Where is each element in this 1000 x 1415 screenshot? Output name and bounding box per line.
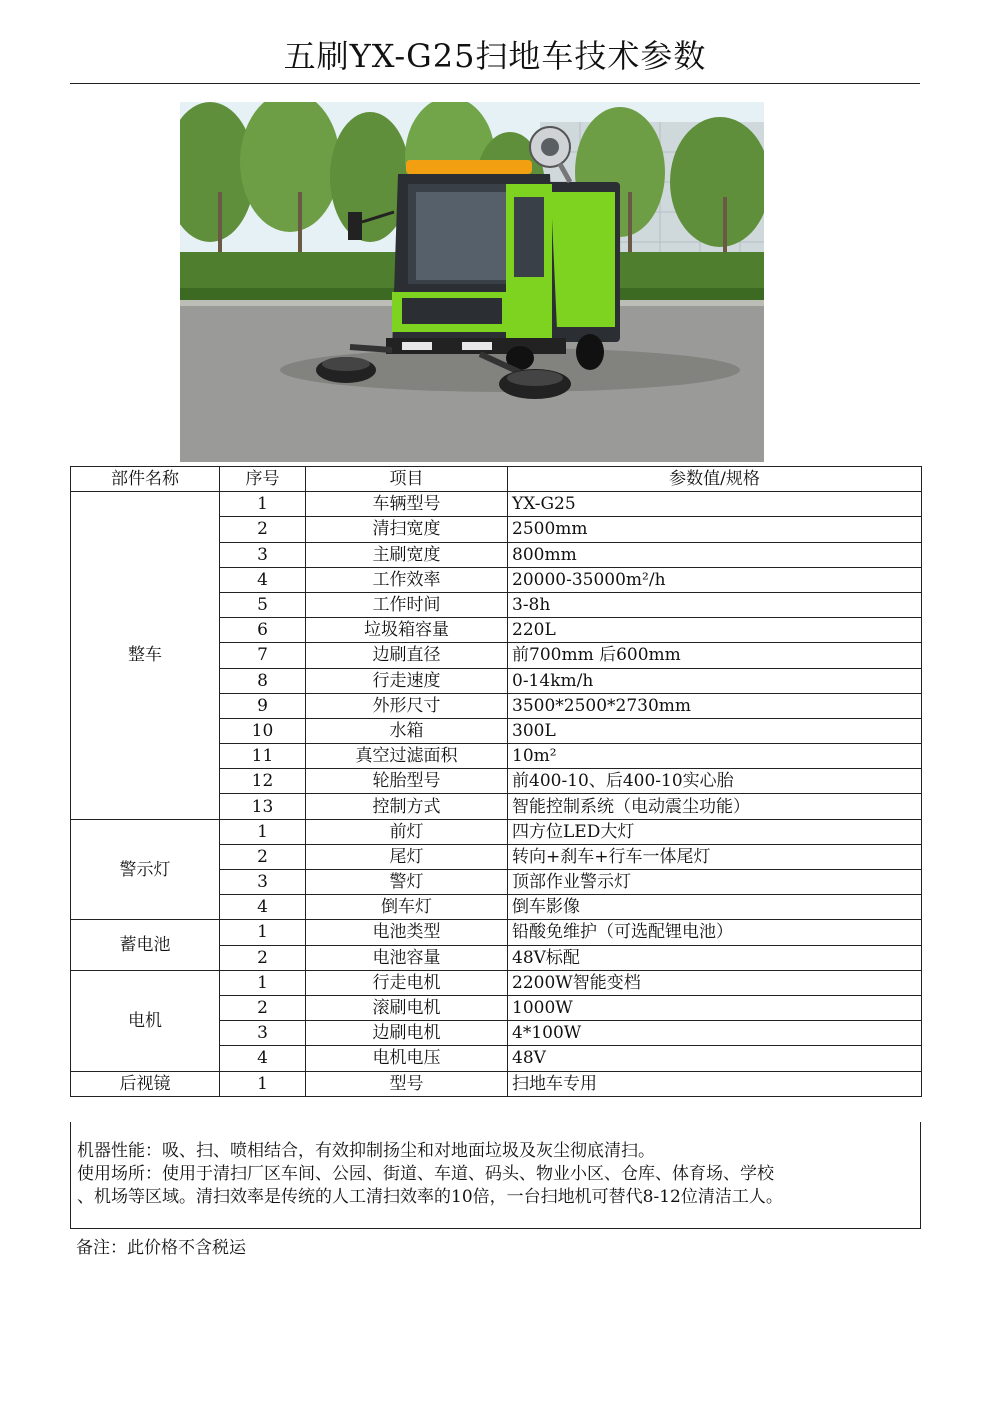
header-item: 项目 <box>306 467 508 492</box>
row-value: 4*100W <box>508 1021 922 1046</box>
row-value: 48V标配 <box>508 945 922 970</box>
row-index: 1 <box>220 1071 306 1096</box>
remark-text: 备注：此价格不含税运 <box>76 1238 246 1258</box>
row-value: 倒车影像 <box>508 895 922 920</box>
row-value: 3500*2500*2730mm <box>508 693 922 718</box>
row-value: 300L <box>508 718 922 743</box>
page-title: 五刷YX-G25扫地车技术参数 <box>283 37 707 75</box>
row-item: 行走电机 <box>306 970 508 995</box>
row-item: 行走速度 <box>306 668 508 693</box>
row-index: 4 <box>220 1046 306 1071</box>
row-index: 12 <box>220 769 306 794</box>
row-index: 13 <box>220 794 306 819</box>
row-index: 1 <box>220 920 306 945</box>
row-value: 220L <box>508 618 922 643</box>
row-value: 扫地车专用 <box>508 1071 922 1096</box>
row-item: 倒车灯 <box>306 895 508 920</box>
row-item: 警灯 <box>306 870 508 895</box>
row-value: 2200W智能变档 <box>508 970 922 995</box>
row-index: 3 <box>220 542 306 567</box>
row-index: 2 <box>220 945 306 970</box>
title-divider <box>70 83 920 84</box>
row-index: 3 <box>220 870 306 895</box>
row-index: 4 <box>220 895 306 920</box>
row-index: 3 <box>220 1021 306 1046</box>
table-row <box>71 819 922 844</box>
row-item: 电池类型 <box>306 920 508 945</box>
table-row <box>71 1071 922 1096</box>
row-value: 前700mm 后600mm <box>508 643 922 668</box>
group-name: 整车 <box>71 492 220 819</box>
group-name: 蓄电池 <box>71 920 220 970</box>
row-item: 轮胎型号 <box>306 769 508 794</box>
group-name: 后视镜 <box>71 1071 220 1096</box>
row-index: 2 <box>220 844 306 869</box>
row-index: 10 <box>220 718 306 743</box>
row-item: 边刷直径 <box>306 643 508 668</box>
row-index: 1 <box>220 819 306 844</box>
row-value: 四方位LED大灯 <box>508 819 922 844</box>
row-item: 尾灯 <box>306 844 508 869</box>
row-item: 清扫宽度 <box>306 517 508 542</box>
group-name: 电机 <box>71 970 220 1071</box>
row-value: 顶部作业警示灯 <box>508 870 922 895</box>
spec-table-header <box>71 467 922 492</box>
row-item: 垃圾箱容量 <box>306 618 508 643</box>
row-index: 6 <box>220 618 306 643</box>
note-performance: 机器性能：吸、扫、喷相结合，有效抑制扬尘和对地面垃圾及灰尘彻底清扫。 <box>77 1141 655 1161</box>
header-index: 序号 <box>220 467 306 492</box>
row-value: 转向+刹车+行车一体尾灯 <box>508 844 922 869</box>
header-value: 参数值/规格 <box>508 467 922 492</box>
row-item: 工作时间 <box>306 592 508 617</box>
row-index: 8 <box>220 668 306 693</box>
table-row <box>71 970 922 995</box>
table-row <box>71 492 922 517</box>
row-value: 800mm <box>508 542 922 567</box>
row-item: 水箱 <box>306 718 508 743</box>
row-value: 智能控制系统（电动震尘功能） <box>508 794 922 819</box>
row-index: 1 <box>220 492 306 517</box>
row-value: 20000-35000m²/h <box>508 567 922 592</box>
row-item: 外形尺寸 <box>306 693 508 718</box>
row-index: 11 <box>220 744 306 769</box>
note-usage: 使用场所：使用于清扫厂区车间、公园、街道、车道、码头、物业小区、仓库、体育场、学校 <box>77 1164 774 1184</box>
header-part-name: 部件名称 <box>71 467 220 492</box>
table-row <box>71 920 922 945</box>
row-item: 工作效率 <box>306 567 508 592</box>
notes-box <box>70 1122 921 1229</box>
row-value: 前400-10、后400-10实心胎 <box>508 769 922 794</box>
row-value: 铅酸免维护（可选配锂电池） <box>508 920 922 945</box>
row-item: 电池容量 <box>306 945 508 970</box>
note-usage-continued: 、机场等区域。清扫效率是传统的人工清扫效率的10倍，一台扫地机可替代8-12位清洁工人。 <box>77 1187 783 1207</box>
row-value: 10m² <box>508 744 922 769</box>
row-item: 型号 <box>306 1071 508 1096</box>
row-value: 48V <box>508 1046 922 1071</box>
row-item: 控制方式 <box>306 794 508 819</box>
row-index: 7 <box>220 643 306 668</box>
row-index: 5 <box>220 592 306 617</box>
row-value: 2500mm <box>508 517 922 542</box>
row-index: 4 <box>220 567 306 592</box>
row-index: 2 <box>220 995 306 1020</box>
row-value: 1000W <box>508 995 922 1020</box>
row-value: 0-14km/h <box>508 668 922 693</box>
row-value: YX-G25 <box>508 492 922 517</box>
row-item: 前灯 <box>306 819 508 844</box>
group-name: 警示灯 <box>71 819 220 920</box>
row-item: 边刷电机 <box>306 1021 508 1046</box>
row-item: 真空过滤面积 <box>306 744 508 769</box>
street-sweeper-photo <box>180 102 764 462</box>
row-index: 1 <box>220 970 306 995</box>
row-index: 9 <box>220 693 306 718</box>
row-item: 滚刷电机 <box>306 995 508 1020</box>
row-item: 车辆型号 <box>306 492 508 517</box>
spec-table <box>70 466 922 1097</box>
row-item: 电机电压 <box>306 1046 508 1071</box>
row-item: 主刷宽度 <box>306 542 508 567</box>
row-value: 3-8h <box>508 592 922 617</box>
row-index: 2 <box>220 517 306 542</box>
